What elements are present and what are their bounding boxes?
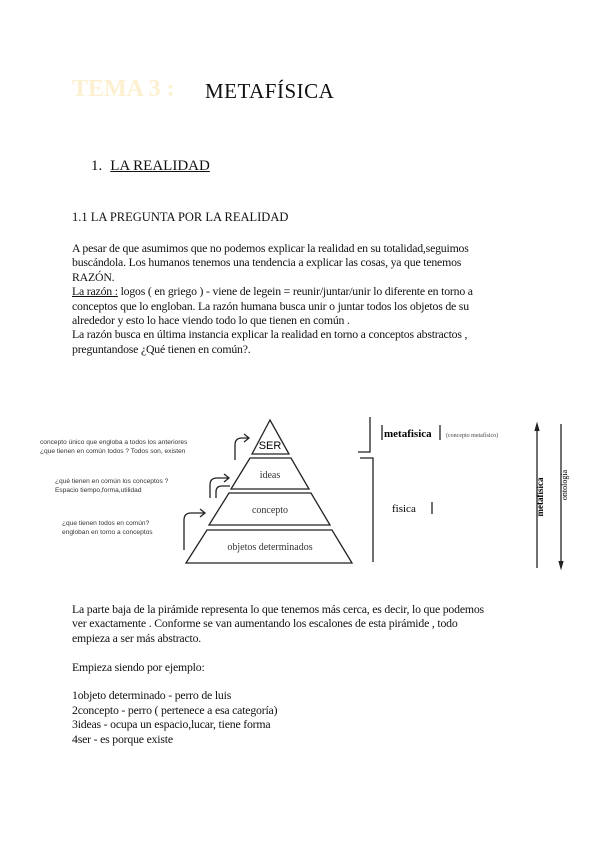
metafisica-label: metafisica [384,428,432,440]
text-line: RAZÓN. [72,269,115,284]
example-item: 3ideas - ocupa un espacio,lucar, tiene forma [72,717,271,732]
bracket-fisica [360,458,373,562]
example-item: 1objeto determinado - perro de luis [72,688,232,703]
text-line: buscándola. Los humanos tenemos una tendencia a explicar las cosas, ya que tenemos [72,255,462,270]
section-title: LA REALIDAD [110,158,210,174]
text-line: alrededor y esto lo hace viendo todo lo que tienen en común . [72,313,350,328]
tema-label: TEMA 3 : [72,76,175,102]
note-ideas [55,477,168,495]
note-line: ¿qué tienen en común los conceptos ? [55,478,169,485]
text-line: preguntandose ¿Qué tienen en común?. [72,341,251,356]
text-span: logos ( en griego ) - viene de legein = reunir/juntar/unir lo diferente en torno a [117,284,473,299]
text-line: empieza a ser más abstracto. [72,630,202,645]
note-line: engloban en torno a conceptos [62,529,153,536]
text-line: La razón busca en última instancia explicar la realidad en torno a conceptos abstractos , [72,327,468,342]
subsection-heading: 1.1 LA PREGUNTA POR LA REALIDAD [72,210,289,224]
text-line: conceptos que lo engloban. La razón humana busca unir o juntar todos los objetos de su [72,298,469,313]
fisica-label: fisica [392,503,416,515]
arrow-icon [184,509,205,550]
metafisica-note: (concepto metafísico) [446,433,499,439]
note-line: concepto único que engloba a todos los anteriores [40,439,188,446]
level-label-ser: SER [258,440,282,452]
text-line: ver exactamente . Conforme se van aumentando los escalones de esta pirámide , todo [72,616,458,631]
arrow-down-icon [559,561,563,568]
note-line: Espacio tiempo,forma,utilidad [55,487,142,494]
section-number: 1. [91,158,103,174]
note-line: ¿que tienen todos en común? [62,520,150,527]
axis-down-label: ontología [560,469,569,501]
text-line: La parte baja de la pirámide representa lo que tenemos más cerca, es decir, lo que podemos [72,602,484,616]
arrow-up-icon [535,424,539,431]
axis-up-label: metafísica [535,477,545,517]
bracket-metafisica [358,417,370,452]
level-label-ideas: ideas [259,470,281,481]
note-concepto [62,519,153,537]
note-line: ¿que tienen en común todos ? Todos son, existen [40,448,186,455]
example-item: 2concepto - perro ( pertenece a esa categoría) [72,702,278,717]
explanation-paragraph [72,602,542,746]
example-item: 4ser - es porque existe [72,731,173,746]
razon-label: La razón : [72,284,118,299]
level-label-concepto: concepto [251,505,289,516]
text-line: Empieza siendo por ejemplo: [72,659,205,674]
note-ser [40,438,187,456]
page-title: METAFÍSICA [205,79,335,103]
arrow-icon [216,486,230,498]
text-line: A pesar de que asumimos que no podemos explicar la realidad en su totalidad,seguimos [72,241,469,255]
level-label-objetos: objetos determinados [227,542,313,553]
arrow-icon [235,434,249,460]
